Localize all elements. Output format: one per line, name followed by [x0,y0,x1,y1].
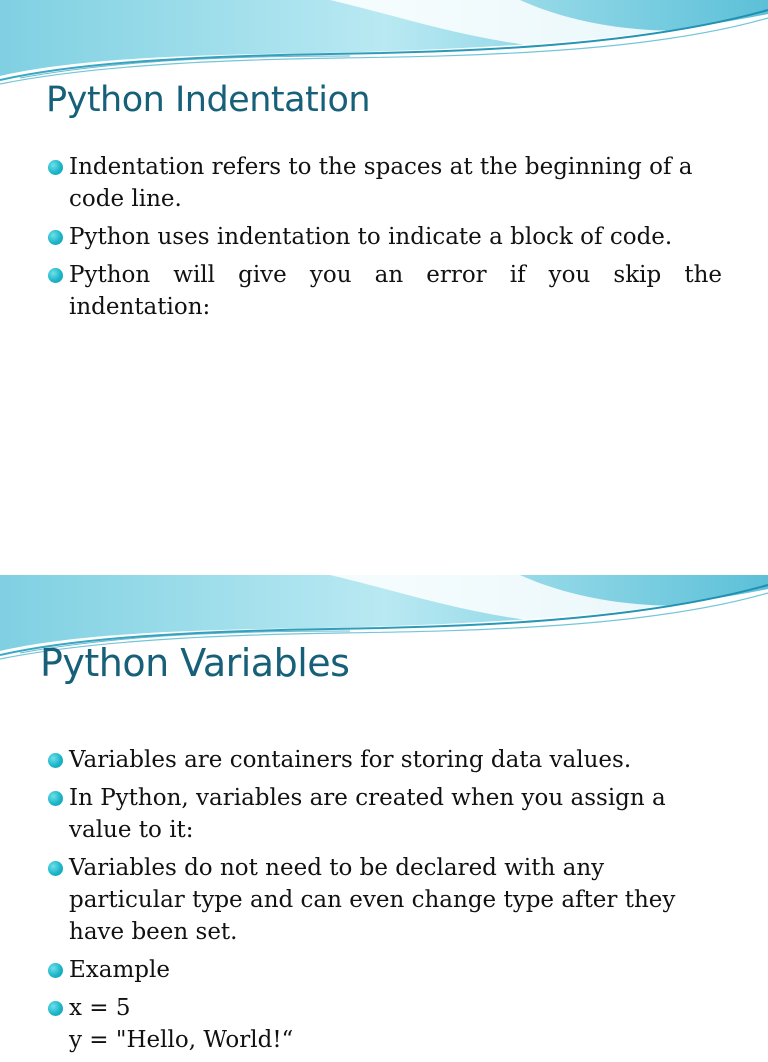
bullet-text: Python will give you an error if you skip the indentation: [69,262,722,320]
wave-banner-decoration [0,0,768,90]
list-item [48,221,722,253]
teal-circle-bullet-icon [48,861,63,876]
slide-separator [0,560,768,575]
teal-circle-bullet-icon [48,753,63,768]
slide-python-variables [0,575,768,1053]
bullet-text: Variables do not need to be declared with any particular type and can even change type after they have been set. [69,855,676,945]
bullet-text: Python uses indentation to indicate a block of code. [69,224,673,250]
slide-title: Python Variables [40,641,350,685]
teal-circle-bullet-icon [48,791,63,806]
bullet-list [48,744,722,1062]
list-item [48,992,722,1056]
bullet-list [48,151,722,329]
bullet-text: Example [69,957,170,983]
bullet-text: In Python, variables are created when you assign a value to it: [69,785,666,843]
list-item [48,954,722,986]
list-item [48,151,722,215]
teal-circle-bullet-icon [48,268,63,283]
code-line: x = 5 [69,995,131,1021]
teal-circle-bullet-icon [48,963,63,978]
list-item [48,744,722,776]
slide-title: Python Indentation [46,80,371,120]
list-item [48,852,722,948]
code-line: y = "Hello, World!“ [69,1027,294,1053]
teal-circle-bullet-icon [48,1001,63,1016]
teal-circle-bullet-icon [48,230,63,245]
teal-circle-bullet-icon [48,160,63,175]
list-item [48,259,722,323]
bullet-text: Indentation refers to the spaces at the beginning of a code line. [69,154,693,212]
list-item [48,782,722,846]
bullet-text: Variables are containers for storing data values. [69,747,632,773]
